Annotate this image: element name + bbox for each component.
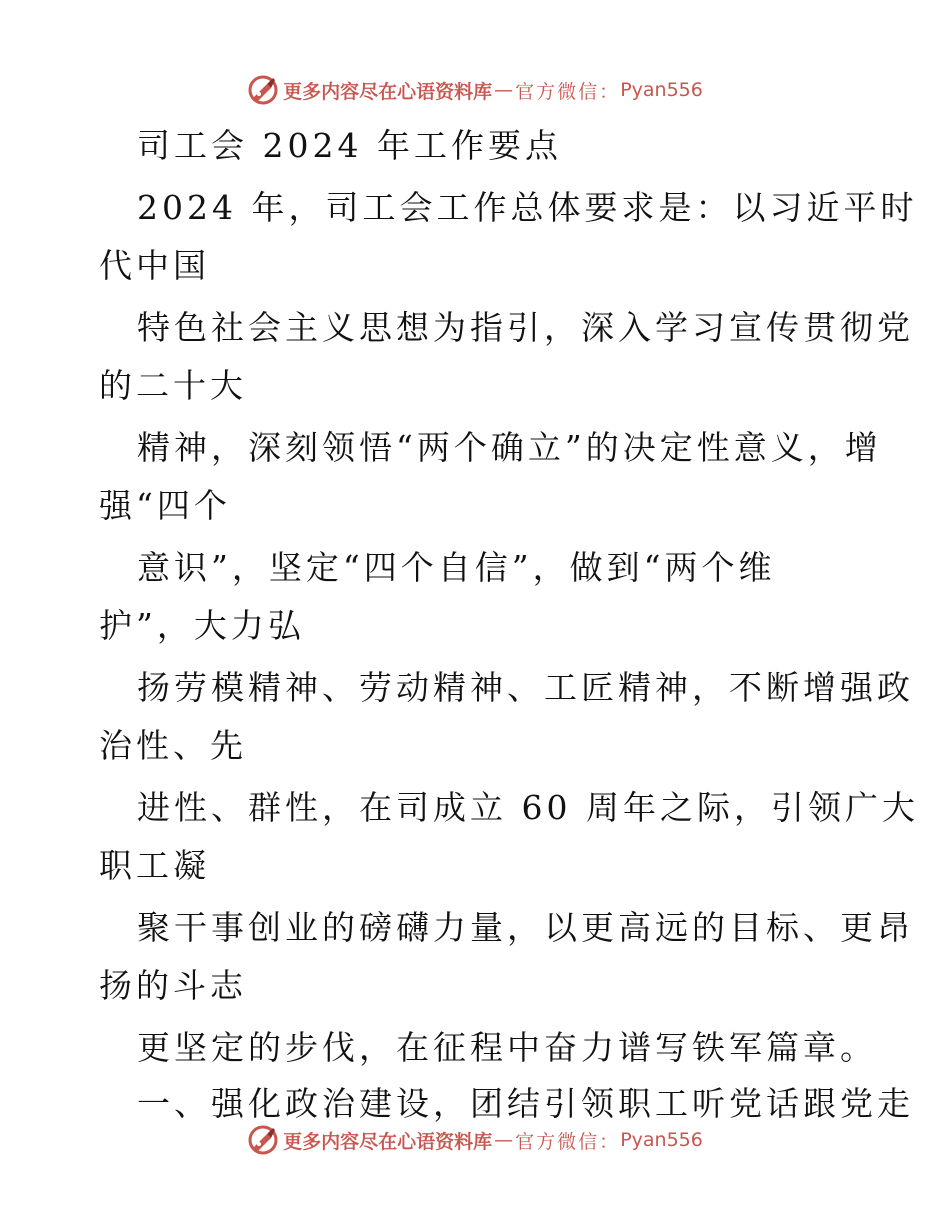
text-line: 代中国 (99, 246, 210, 285)
banner-separator: — (494, 1129, 514, 1151)
text-line: 职工凝 (99, 846, 210, 885)
header-banner (0, 70, 950, 110)
banner-wechat-id: Pyan556 (620, 1129, 703, 1151)
text-line: 进性、群性，在司成立 60 周年之际，引领广大 (137, 788, 919, 827)
banner-official-label: 官方微信： (515, 1130, 621, 1153)
text-line: 2024 年，司工会工作总体要求是：以习近平时 (137, 188, 918, 227)
banner-text: 更多内容尽在心语资料库 (283, 1130, 493, 1153)
text-line: 治性、先 (99, 726, 247, 765)
text-line: 特色社会主义思想为指引，深入学习宣传贯彻党 (137, 308, 914, 347)
section-heading: 一、强化政治建设，团结引领职工听党话跟党走 (137, 1084, 914, 1123)
banner-separator: — (494, 79, 514, 101)
banner-official-label: 官方微信： (515, 80, 621, 103)
document-title: 司工会 2024 年工作要点 (137, 126, 562, 165)
pen-logo-icon (247, 1124, 279, 1156)
text-line: 精神，深刻领悟“两个确立”的决定性意义，增 (137, 428, 882, 467)
text-line: 意识”，坚定“四个自信”，做到“两个维 (137, 548, 776, 587)
text-line: 扬的斗志 (99, 966, 247, 1005)
text-line: 护”，大力弘 (99, 606, 305, 645)
footer-banner (0, 1120, 950, 1160)
banner-text: 更多内容尽在心语资料库 (283, 80, 493, 103)
text-line: 的二十大 (99, 366, 247, 405)
text-line: 聚干事创业的磅礴力量，以更高远的目标、更昂 (137, 908, 914, 947)
text-line: 强“四个 (99, 486, 231, 525)
text-line: 扬劳模精神、劳动精神、工匠精神，不断增强政 (137, 668, 914, 707)
text-line: 更坚定的步伐，在征程中奋力谱写铁军篇章。 (137, 1028, 877, 1067)
pen-logo-icon (247, 74, 279, 106)
banner-wechat-id: Pyan556 (620, 79, 703, 101)
